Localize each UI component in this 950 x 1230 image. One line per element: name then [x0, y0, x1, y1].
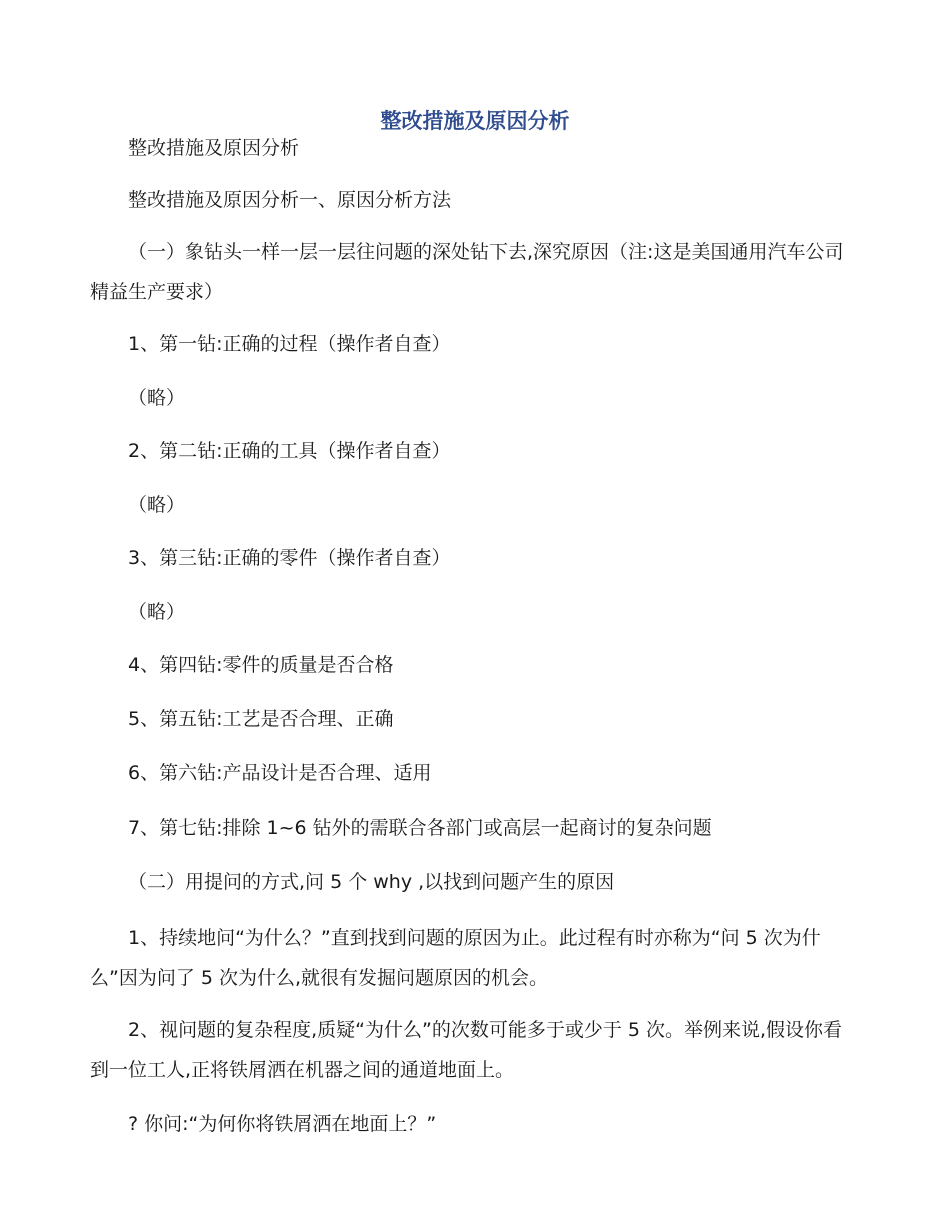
paragraph-drill-7: 7、第七钻:排除 1~6 钻外的需联合各部门或高层一起商讨的复杂问题	[128, 817, 712, 839]
paragraph-drill-2: 2、第二钻:正确的工具（操作者自查）	[128, 440, 451, 462]
paragraph-drill-5: 5、第五钻:工艺是否合理、正确	[128, 708, 394, 730]
paragraph-method-two: （二）用提问的方式,问 5 个 why ,以找到问题产生的原因	[128, 871, 615, 893]
paragraph-drill-3: 3、第三钻:正确的零件（操作者自查）	[128, 547, 451, 569]
paragraph-omitted-2: （略）	[128, 494, 186, 516]
paragraph-intro-heading: 整改措施及原因分析	[128, 137, 300, 159]
paragraph-question: ? 你问:“为何你将铁屑洒在地面上？”	[128, 1113, 437, 1135]
paragraph-why-1: 1、持续地问“为什么？”直到找到问题的原因为止。此过程有时亦称为“问 5 次为什么”因为问了 5 次为什么,就很有发掘问题原因的机会。	[90, 927, 821, 989]
paragraph-section-one-heading: 整改措施及原因分析一、原因分析方法	[128, 189, 452, 211]
paragraph-method-one: （一）象钻头一样一层一层往问题的深处钻下去,深究原因（注:这是美国通用汽车公司精益生产要求）	[90, 241, 844, 303]
paragraph-drill-6: 6、第六钻:产品设计是否合理、适用	[128, 762, 432, 784]
document-title: 整改措施及原因分析	[380, 109, 570, 133]
paragraph-drill-1: 1、第一钻:正确的过程（操作者自查）	[128, 333, 451, 355]
paragraph-drill-4: 4、第四钻:零件的质量是否合格	[128, 654, 394, 676]
paragraph-omitted-1: （略）	[128, 387, 186, 409]
paragraph-why-2: 2、视问题的复杂程度,质疑“为什么”的次数可能多于或少于 5 次。举例来说,假设你看到一位工人,正将铁屑洒在机器之间的通道地面上。	[90, 1019, 843, 1081]
paragraph-omitted-3: （略）	[128, 601, 186, 623]
